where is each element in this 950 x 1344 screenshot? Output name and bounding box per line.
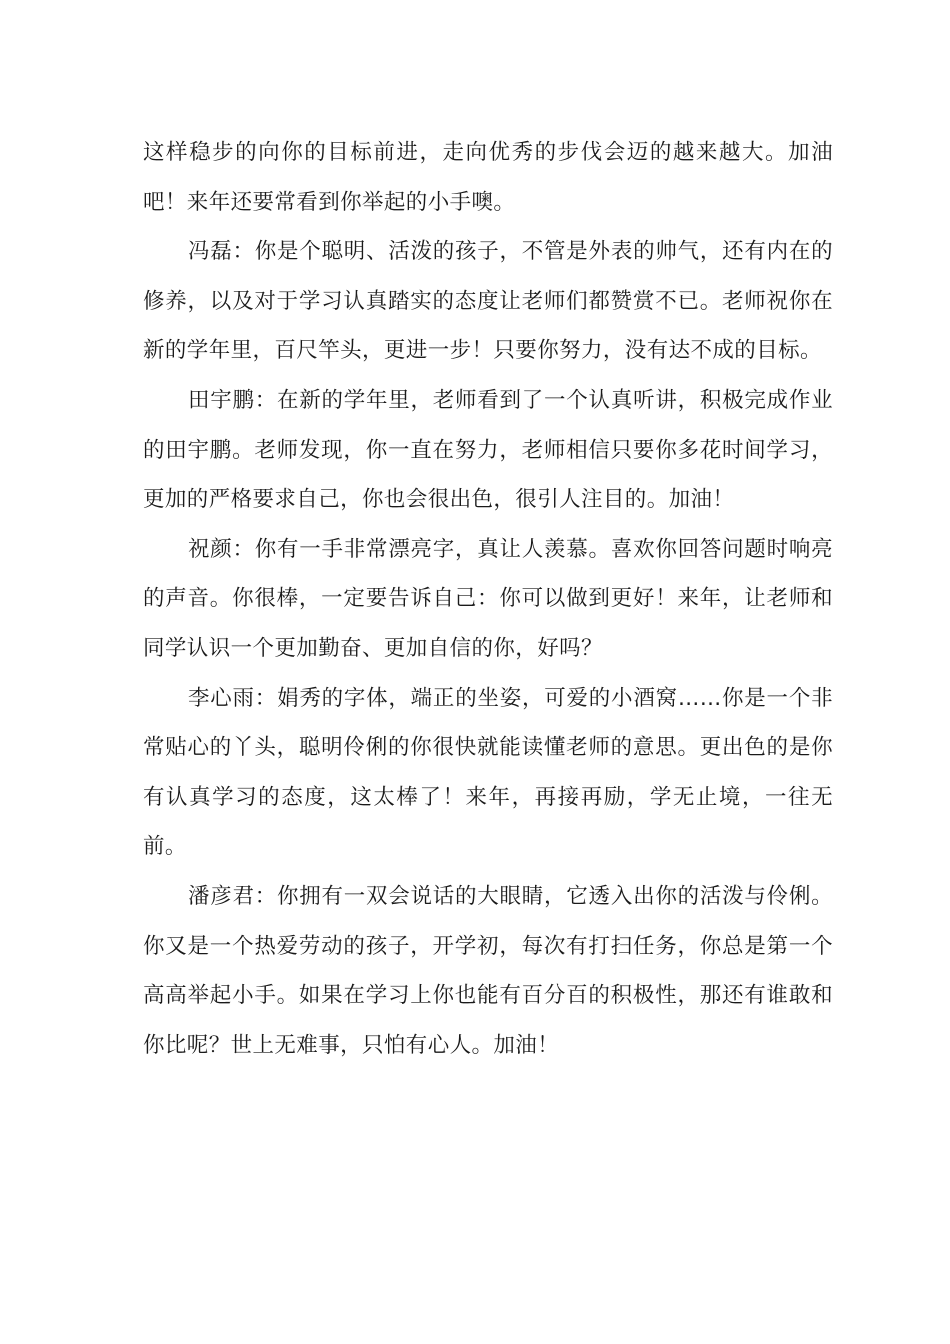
paragraph-li-xinyu: 李心雨：娟秀的字体，端正的坐姿，可爱的小酒窝……你是一个非常贴心的丫头，聪明伶俐的你很快就能读懂老师的意思。更出色的是你有认真学习的态度，这太棒了！来年，再接再励，学无止境，一往无前。 [143,685,833,860]
paragraph-feng-lei: 冯磊：你是个聪明、活泼的孩子，不管是外表的帅气，还有内在的修养，以及对于学习认真踏实的态度让老师们都赞赏不已。老师祝你在新的学年里，百尺竿头，更进一步！只要你努力，没有达不成的目标。 [143,239,833,364]
paragraph-pan-yanjun: 潘彦君：你拥有一双会说话的大眼睛，它透入出你的活泼与伶俐。你又是一个热爱劳动的孩子，开学初，每次有打扫任务，你总是第一个高高举起小手。如果在学习上你也能有百分百的积极性，那还有谁敢和你比呢？世上无难事，只怕有心人。加油！ [143,883,833,1058]
paragraph-tian-yupeng: 田宇鹏：在新的学年里，老师看到了一个认真听讲，积极完成作业的田宇鹏。老师发现，你一直在努力，老师相信只要你多花时间学习，更加的严格要求自己，你也会很出色，很引人注目的。加油！ [143,387,833,513]
paragraph-zhu-yan: 祝颜：你有一手非常漂亮字，真让人羡慕。喜欢你回答问题时响亮的声音。你很棒，一定要告诉自己：你可以做到更好！来年，让老师和同学认识一个更加勤奋、更加自信的你，好吗？ [143,536,833,661]
paragraph-continuation: 这样稳步的向你的目标前进，走向优秀的步伐会迈的越来越大。加油吧！来年还要常看到你举起的小手噢。 [143,140,833,215]
document-body [143,128,833,1070]
